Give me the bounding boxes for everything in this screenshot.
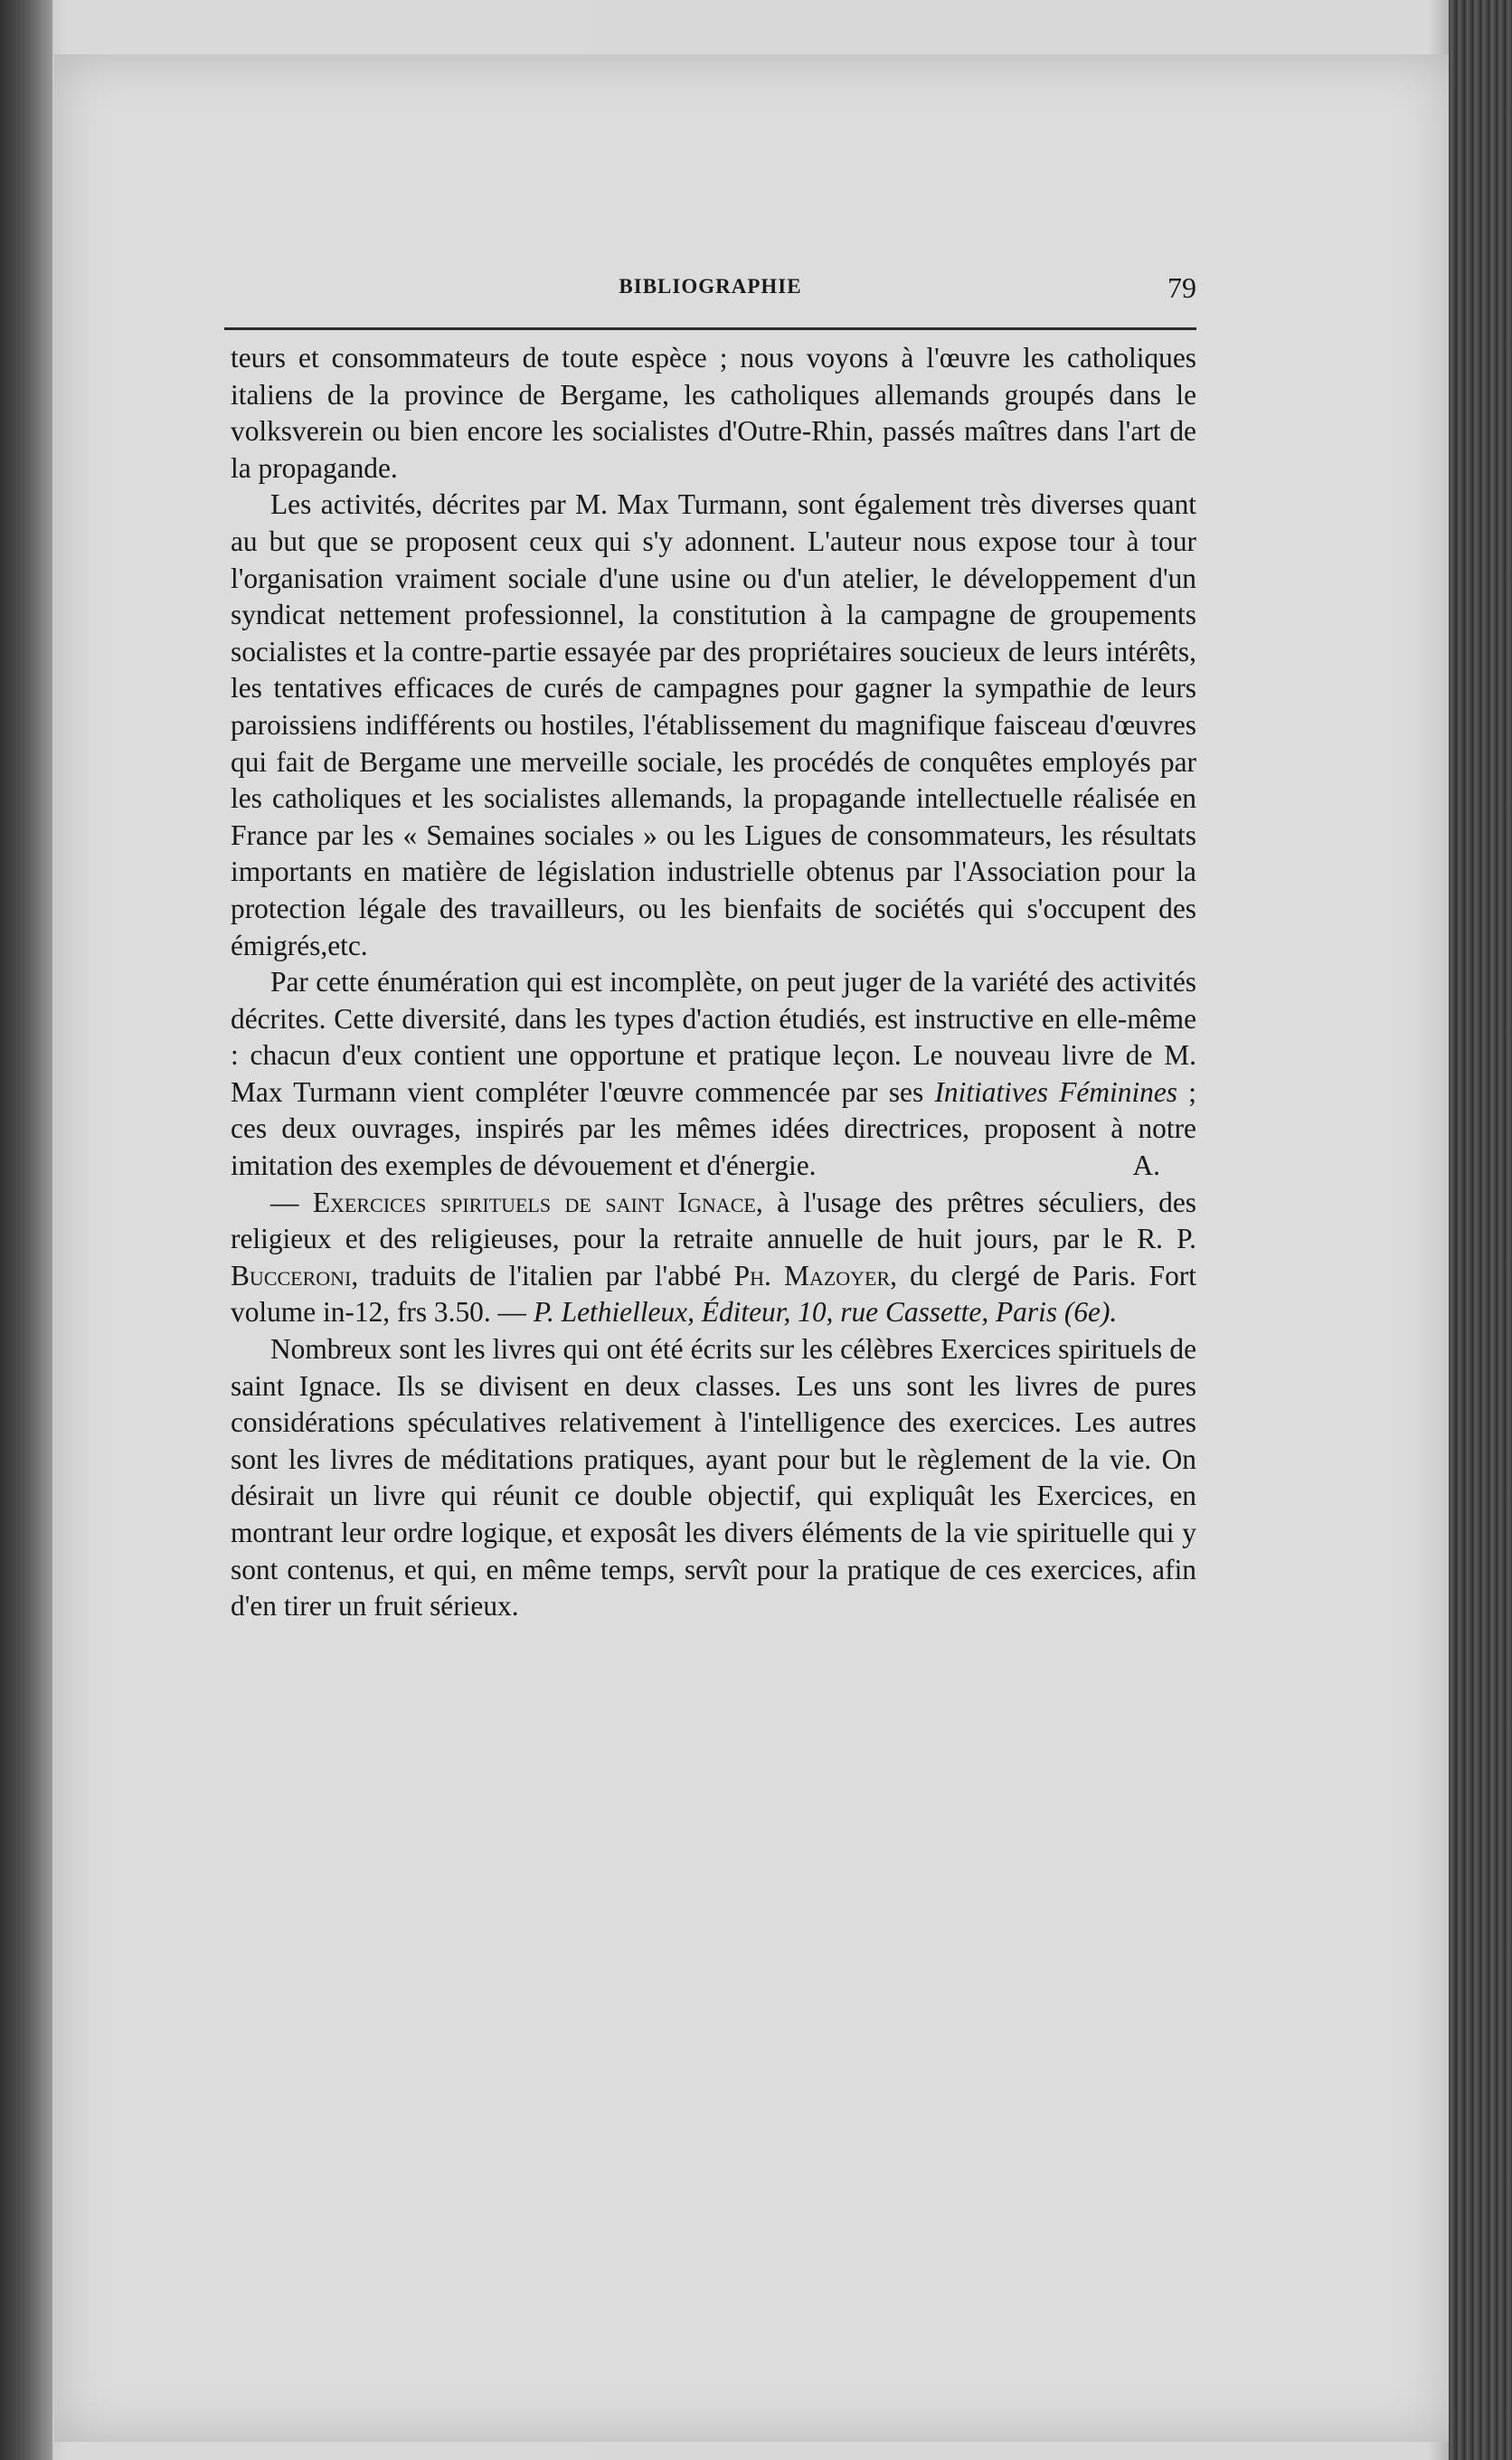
translator-name: Ph. Mazoyer [733,1259,891,1292]
book-title-exercices: Exercices spirituels de saint Ignace [312,1186,756,1218]
page-edges [1449,0,1512,2460]
running-title: BIBLIOGRAPHIE [619,275,802,298]
paragraph-4-book-entry [231,1185,1196,1331]
entry-dash: — [270,1186,313,1218]
page-number: 79 [1167,271,1196,304]
paragraph-3-text-end: ; ces deux ouvrages, inspirés par les mêmes idées directrices, proposent à notre imitation des exemples de dévouement et d'énergie. [231,1075,1196,1182]
page-header [224,271,1196,326]
author-name: R. P. Bucceroni [231,1223,1196,1292]
entry-text-2: , traduits de l'italien par l'abbé [351,1259,734,1292]
book-title-initiatives: Initiatives Féminines [934,1075,1178,1108]
book-gutter [0,0,52,2460]
header-rule [224,327,1196,330]
entry-text-1: , à l'usage des prêtres séculiers, des religieux et des religieuses, pour la retraite annuelle de huit jours, par le [231,1186,1196,1255]
paragraph-5: Nombreux sont les livres qui ont été écrits sur les célèbres Exercices spirituels de saint Ignace. Ils se divisent en deux classes. Les uns sont les livres de pures considérations spéculatives relativement à l'intelligence des exercices. Les autres sont les livres de méditations pratiques, ayant pour but le règlement de la vie. On désirait un livre qui réunit ce double objectif, qui expliquât les Exercices, en montrant leur ordre logique, et exposât les divers éléments de la vie spirituelle qui y sont contenus, et qui, en même temps, servît pour la pratique de ces exercices, afin d'en tirer un fruit sérieux. [231,1333,1196,1623]
paragraph-3-text: Par cette énumération qui est incomplète, on peut juger de la variété des activités décrites. Cette diversité, dans les types d'action étudiés, est instructive en elle-même : chacun d'eux contient une opportune et pratique leçon. Le nouveau livre de M. Max Turmann vient compléter l'œuvre commencée par ses [231,966,1196,1108]
publisher: P. Lethielleux, Éditeur, 10, rue Cassette, Paris (6e). [533,1296,1118,1329]
paragraph-2: Les activités, décrites par M. Max Turmann, sont également très diverses quant au but que se proposent ceux qui s'y adonnent. L'auteur nous expose tour à tour l'organisation vraiment sociale d'une usine ou d'un atelier, le développement d'un syndicat nettement professionnel, la constitution à la campagne de groupements socialistes et la contre-partie essayée par des propriétaires soucieux de leurs intérêts, les tentatives efficaces de curés de campagnes pour gagner la sympathie de leurs paroissiens indifférents ou hostiles, l'établissement du magnifique faisceau d'œuvres qui fait de Bergame une merveille sociale, les procédés de conquêtes employés par les catholiques et les socialistes allemands, la propagande intellectuelle réalisée en France par les « Semaines sociales » ou les Ligues de consommateurs, les résultats importants en matière de législation industrielle obtenus par l'Association pour la protection légale des travailleurs, ou les bienfaits de sociétés qui s'occupent des émigrés,etc. [231,488,1196,961]
body-text [231,340,1196,1625]
entry-text-3: , du clergé de Paris. Fort volume in-12, frs 3.50. — [231,1259,1196,1329]
review-signature: A. [1132,1150,1160,1182]
paragraph-1: teurs et consommateurs de toute espèce ; nous voyons à l'œuvre les catholiques italiens de la province de Bergame, les catholiques allemands groupés dans le volksverein ou bien encore les socialistes d'Outre-Rhin, passés maîtres dans l'art de la propagande. [231,342,1196,484]
paragraph-3 [231,964,1196,1185]
